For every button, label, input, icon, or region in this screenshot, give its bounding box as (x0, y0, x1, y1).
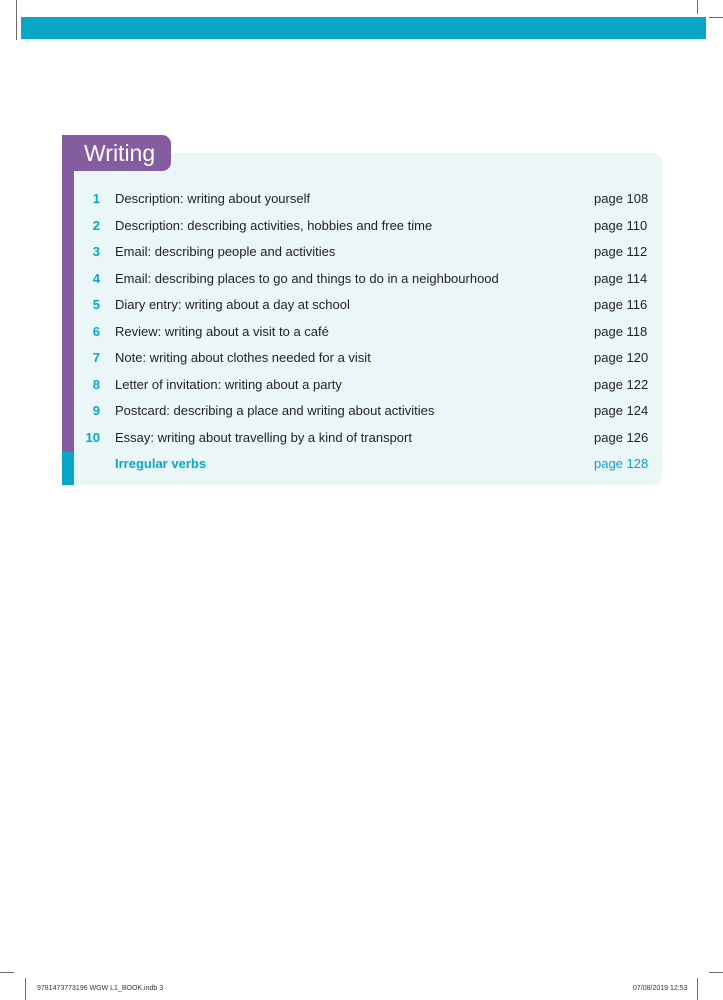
item-page: page 120 (594, 350, 649, 365)
item-number: 2 (92, 217, 100, 233)
list-item[interactable] (74, 319, 662, 346)
list-item[interactable] (74, 186, 662, 213)
irregular-verbs-page: page 128 (594, 456, 649, 471)
list-item[interactable] (74, 266, 662, 293)
list-item[interactable] (74, 345, 662, 372)
list-item[interactable] (74, 425, 662, 452)
item-page: page 124 (594, 403, 649, 418)
item-number: 3 (92, 244, 100, 259)
item-title: Description: describing activities, hobbies and free time (115, 217, 433, 233)
item-page: page 126 (594, 429, 649, 445)
footer-timestamp: 07/08/2019 12:53 (633, 985, 688, 992)
irregular-verbs-title: Irregular verbs (115, 456, 207, 471)
item-page: page 110 (594, 217, 648, 233)
section-spine (62, 135, 74, 452)
footer-file-info: 9781473773196 WGW L1_BOOK.indb 3 (37, 985, 164, 992)
item-page: page 118 (594, 323, 648, 339)
crop-mark-top-right (697, 0, 698, 14)
item-page: page 114 (594, 270, 648, 286)
item-title: Description: writing about yourself (115, 191, 311, 206)
irregular-verbs-item[interactable] (74, 451, 662, 478)
item-title: Note: writing about clothes needed for a visit (115, 350, 371, 365)
crop-mark-bottom-right (697, 978, 698, 1000)
item-title: Diary entry: writing about a day at school (115, 297, 350, 312)
item-number: 10 (85, 429, 100, 445)
list-item[interactable] (74, 292, 662, 319)
item-page: page 112 (594, 244, 648, 259)
list-item[interactable] (74, 239, 662, 266)
item-title: Review: writing about a visit to a café (115, 323, 329, 339)
item-page: page 116 (594, 297, 648, 312)
item-number: 9 (92, 403, 100, 418)
item-title: Email: describing places to go and things to do in a neighbourhood (115, 270, 499, 286)
crop-mark-bottom-left (25, 978, 26, 1000)
section-title: Writing (84, 140, 156, 166)
item-number: 4 (92, 270, 100, 286)
item-title: Letter of invitation: writing about a party (115, 376, 342, 392)
section-tab (74, 135, 171, 171)
crop-mark-right-bottom (709, 972, 723, 973)
item-page: page 122 (594, 376, 649, 392)
item-number: 7 (92, 350, 100, 365)
item-number: 8 (92, 376, 100, 392)
crop-mark-right-top (709, 17, 723, 18)
crop-mark-left-bottom (0, 972, 14, 973)
list-item[interactable] (74, 398, 662, 425)
list-item[interactable] (74, 213, 662, 240)
item-title: Email: describing people and activities (115, 244, 336, 259)
top-header-bar (21, 17, 706, 39)
appendix-spine (62, 452, 74, 485)
item-number: 5 (92, 297, 100, 312)
item-number: 6 (92, 323, 100, 339)
crop-mark-top-left (16, 0, 17, 40)
list-item[interactable] (74, 372, 662, 399)
contents-list (74, 186, 662, 478)
item-number: 1 (92, 191, 100, 206)
item-title: Essay: writing about travelling by a kind of transport (115, 429, 412, 445)
item-page: page 108 (594, 191, 649, 206)
item-title: Postcard: describing a place and writing about activities (115, 403, 435, 418)
